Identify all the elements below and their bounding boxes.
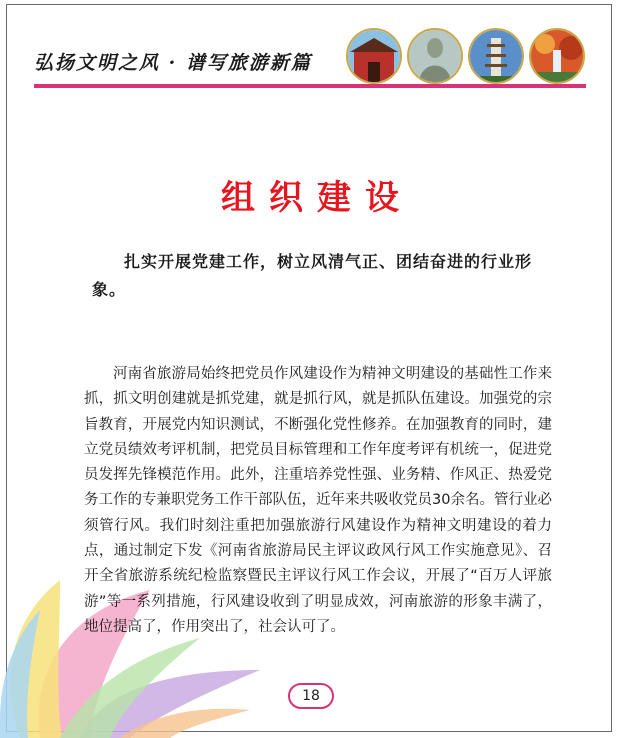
section-title: 组织建设 (221, 178, 413, 218)
lead-text: 扎实开展党建工作，树立风清气正、团结奋进的行业形象。 (92, 252, 533, 299)
header-title: 弘扬文明之风 · 谱写旅游新篇 (34, 52, 312, 74)
buddha-statue-icon (407, 28, 463, 84)
header-divider (34, 84, 586, 88)
body-paragraph: 河南省旅游局始终把党员作风建设作为精神文明建设的基础性工作来抓，抓文明创建就是抓党建，就是抓行风，就是抓队伍建设。加强党的宗旨教育，开展党内知识测试，不断强化党性修养。在加强教育的同时，建立党员绩效考评机制，把党员目标管理和工作年度考评有机统一，促进党员发挥先锋模范作用。此外，注重培养党性强、业务精、作风正、热爱党务工作的专兼职党务工作干部队伍，近年来共吸收党员30余名。管行业必须管行风。我们时刻注重把加强旅游行风建设作为精神文明建设的着力点，通过制定下发《河南省旅游局民主评议政风行风工作实施意见》、召开全省旅游系统纪检监察暨民主评议行风工作会议，开展了“百万人评旅游”等一系列措施，行风建设收到了明显成效，河南旅游的形象丰满了，地位提高了，作用突出了，社会认可了。 (84, 366, 552, 635)
waterfall-autumn-icon (529, 28, 585, 84)
pagoda-icon (468, 28, 524, 84)
page-number: 18 (288, 683, 334, 709)
temple-gate-icon (346, 28, 402, 84)
header-thumbnails (346, 28, 586, 88)
